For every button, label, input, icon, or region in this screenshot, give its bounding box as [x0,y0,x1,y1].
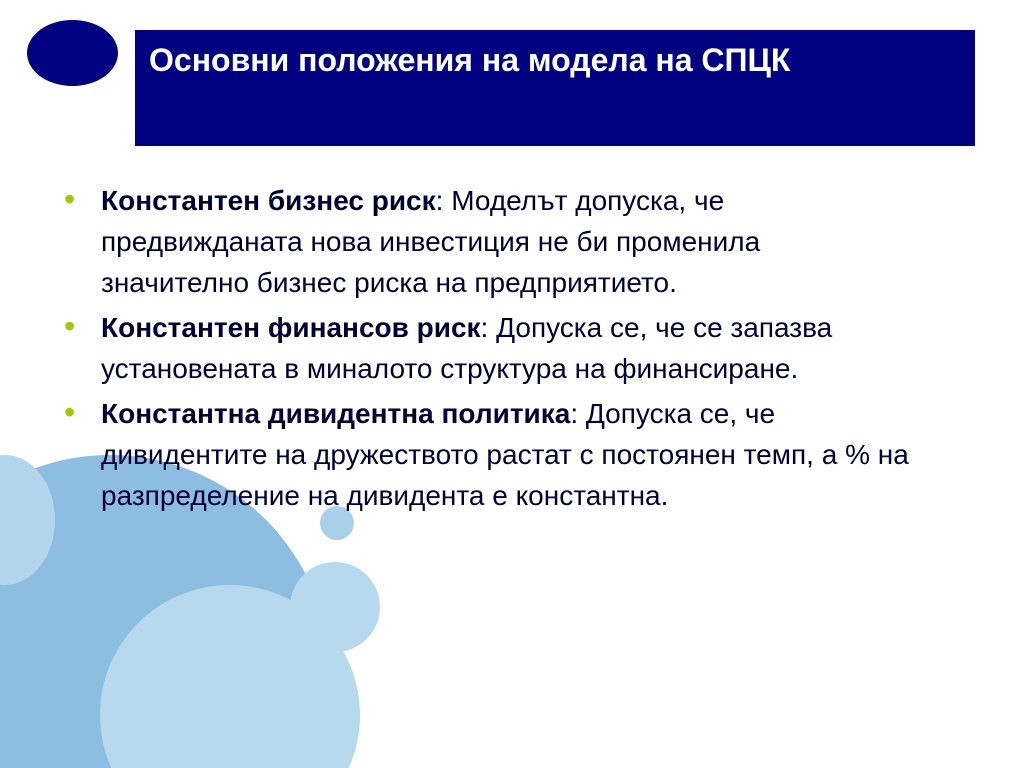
bullet-separator: : [570,398,579,429]
bullet-item-business-risk [60,180,910,303]
decorative-circle-small [290,562,380,652]
bullet-term: Константен бизнес риск [101,185,436,216]
bullet-item-financial-risk [60,307,910,389]
bullet-separator: : [480,312,489,343]
slide-title: Основни положения на модела на СПЦК [149,42,791,78]
bullet-list [60,180,910,520]
bullet-dot-icon: • [64,181,76,217]
bullet-text: Допуска се, че се запазва установената в миналото структура на финансиране. [101,312,833,384]
bullet-text: Моделът допуска, че предвижданата нова инвестиция не би променила значително бизнес риска на предприятието. [101,185,761,298]
logo-oval [27,20,118,86]
bullet-dot-icon: • [64,308,76,344]
bullet-term: Константна дивидентна политика [101,398,571,429]
bullet-dot-icon: • [64,394,76,430]
title-bar [135,30,975,146]
bullet-separator: : [435,185,444,216]
bullet-term: Константен финансов риск [101,312,481,343]
bullet-item-dividend-policy [60,393,910,516]
bullet-text: Допуска се, че дивидентите на дружеството растат с постоянен темп, а % на разпределение на дивидента е константна. [101,398,909,511]
